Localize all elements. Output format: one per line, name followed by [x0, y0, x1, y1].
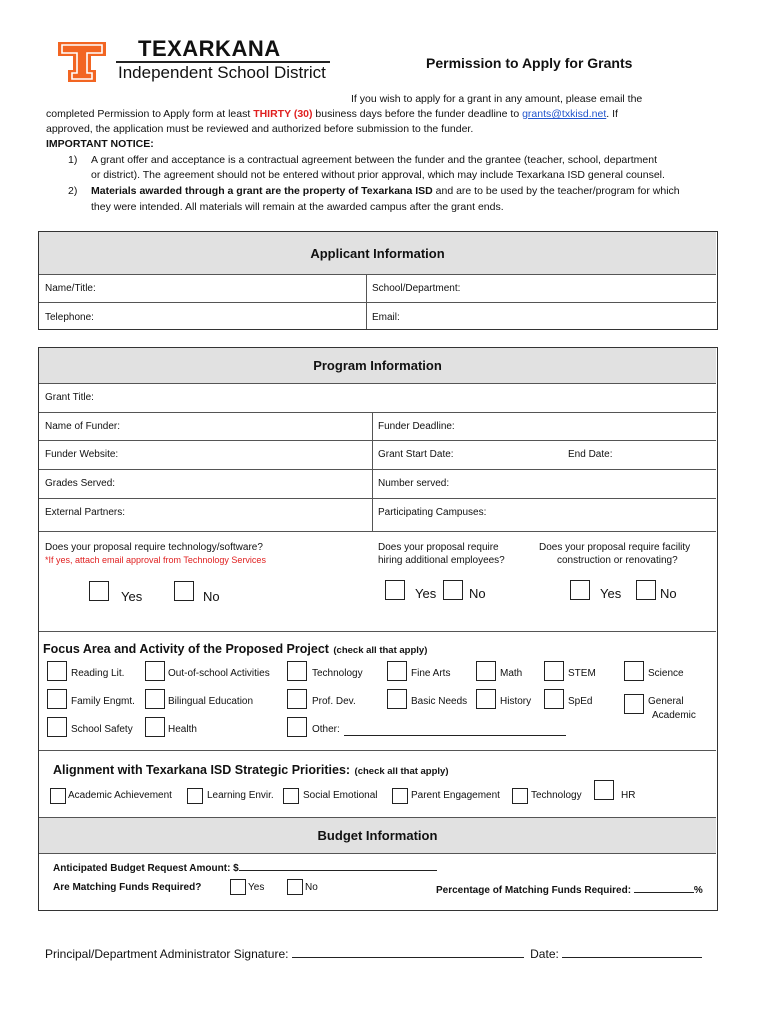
academic-checkbox[interactable]: [50, 788, 66, 804]
basicneeds-label: Basic Needs: [411, 696, 468, 707]
bilingual-label: Bilingual Education: [168, 696, 254, 707]
telephone-field[interactable]: Telephone:: [45, 312, 94, 323]
tech-no-label: No: [203, 589, 220, 604]
learning-checkbox[interactable]: [187, 788, 203, 804]
facility-yes-checkbox[interactable]: [570, 580, 590, 600]
stem-label: STEM: [568, 668, 596, 679]
other-checkbox[interactable]: [287, 717, 307, 737]
school-department-field[interactable]: School/Department:: [372, 283, 461, 294]
intro-line-2: [46, 107, 618, 121]
budget-header-label: Budget Information: [317, 828, 438, 843]
learning-label: Learning Envir.: [207, 790, 274, 801]
focus-heading-label: Focus Area and Activity of the Proposed Project: [43, 642, 329, 656]
thirty-days: THIRTY (30): [253, 108, 313, 120]
academic-label: Academic Achievement: [68, 790, 172, 801]
outschool-label: Out-of-school Activities: [168, 668, 270, 679]
bilingual-checkbox[interactable]: [145, 689, 165, 709]
applicant-header: [39, 232, 716, 274]
align-technology-checkbox[interactable]: [512, 788, 528, 804]
health-label: Health: [168, 724, 197, 735]
divider: [39, 302, 716, 303]
parent-checkbox[interactable]: [392, 788, 408, 804]
program-section: [38, 347, 718, 911]
intro-text-c: . If: [606, 108, 618, 120]
notice-1-line-1: A grant offer and acceptance is a contractual agreement between the funder and the grantee (teacher, school, department: [91, 154, 658, 166]
applicant-header-label: Applicant Information: [310, 245, 445, 261]
divider: [366, 274, 367, 329]
page-title: Permission to Apply for Grants: [426, 55, 633, 71]
divider: [39, 498, 716, 499]
budget-header: [39, 818, 716, 853]
matching-percentage-field[interactable]: [436, 882, 703, 896]
t-logo-icon: [56, 40, 108, 84]
social-checkbox[interactable]: [283, 788, 299, 804]
start-date-field[interactable]: Grant Start Date:: [378, 449, 454, 460]
divider: [39, 531, 716, 532]
grants-email-link[interactable]: grants@txkisd.net: [522, 108, 607, 120]
anticipated-amount-field[interactable]: [53, 860, 437, 874]
program-header: [39, 348, 716, 383]
matching-yes-checkbox[interactable]: [230, 879, 246, 895]
stem-checkbox[interactable]: [544, 661, 564, 681]
intro-line-3: approved, the application must be reviewed and authorized before submission to the funder.: [46, 123, 474, 135]
notice-2-rest: and are to be used by the teacher/program for which: [432, 185, 680, 197]
history-label: History: [500, 696, 532, 707]
external-partners-field[interactable]: External Partners:: [45, 507, 126, 518]
history-checkbox[interactable]: [476, 689, 496, 709]
percent-sign: %: [693, 885, 703, 896]
hiring-yes-checkbox[interactable]: [385, 580, 405, 600]
number-served-field[interactable]: Number served:: [378, 478, 450, 489]
matching-no-checkbox[interactable]: [287, 879, 303, 895]
name-title-field[interactable]: Name/Title:: [45, 283, 96, 294]
reading-label: Reading Lit.: [71, 668, 125, 679]
divider: [39, 274, 716, 275]
tech-yes-checkbox[interactable]: [89, 581, 109, 601]
alignment-heading-label: Alignment with Texarkana ISD Strategic Priorities:: [53, 763, 351, 777]
divider: [39, 631, 716, 632]
matching-no-label: No: [305, 882, 318, 893]
safety-label: School Safety: [71, 724, 133, 735]
percentage-label: Percentage of Matching Funds Required:: [436, 885, 632, 896]
notice-2-line-2: they were intended. All materials will remain at the awarded campus after the grant ends.: [91, 201, 504, 213]
parent-label: Parent Engagement: [411, 790, 500, 801]
tech-question-note: *If yes, attach email approval from Technology Services: [45, 555, 266, 565]
math-checkbox[interactable]: [476, 661, 496, 681]
profdev-checkbox[interactable]: [287, 689, 307, 709]
divider: [372, 412, 373, 531]
applicant-section: [38, 231, 718, 330]
divider: [39, 469, 716, 470]
date-label: Date:: [530, 947, 559, 961]
notice-1-line-2: or district). The agreement should not be entered without prior approval, which may include Texarkana ISD general counsel.: [91, 169, 665, 181]
science-checkbox[interactable]: [624, 661, 644, 681]
other-input-line[interactable]: [344, 735, 566, 736]
signature-line: [45, 946, 702, 961]
district-name: TEXARKANA: [138, 36, 281, 61]
hr-checkbox[interactable]: [594, 780, 614, 800]
hiring-question-l2: hiring additional employees?: [378, 555, 505, 566]
general-label-l2: Academic: [652, 710, 696, 721]
focus-heading: [43, 640, 427, 658]
sped-label: SpEd: [568, 696, 593, 707]
funder-website-field[interactable]: Funder Website:: [45, 449, 119, 460]
hr-label: HR: [621, 790, 636, 801]
math-label: Math: [500, 668, 523, 679]
intro-text-a: completed Permission to Apply form at least: [46, 108, 254, 120]
divider: [39, 383, 716, 384]
end-date-field[interactable]: End Date:: [568, 449, 613, 460]
facility-no-label: No: [660, 586, 677, 601]
divider: [39, 853, 716, 854]
district-logo: [56, 36, 330, 86]
hiring-yes-label: Yes: [415, 586, 437, 601]
signature-input[interactable]: [292, 946, 524, 958]
district-subtitle: Independent School District: [118, 63, 326, 82]
other-label: Other:: [312, 724, 340, 735]
technology-checkbox[interactable]: [287, 661, 307, 681]
notice-2-bold: Materials awarded through a grant are the property of Texarkana ISD: [91, 185, 433, 197]
science-label: Science: [648, 668, 684, 679]
hiring-question-l1: Does your proposal require: [378, 542, 499, 553]
alignment-heading-note: (check all that apply): [354, 766, 449, 777]
funder-name-field[interactable]: Name of Funder:: [45, 421, 121, 432]
facility-no-checkbox[interactable]: [636, 580, 656, 600]
facility-yes-label: Yes: [600, 586, 622, 601]
basicneeds-checkbox[interactable]: [387, 689, 407, 709]
family-checkbox[interactable]: [47, 689, 67, 709]
outschool-checkbox[interactable]: [145, 661, 165, 681]
intro-text-b: business days before the funder deadline to: [312, 108, 523, 120]
general-label-l1: General: [648, 696, 684, 707]
profdev-label: Prof. Dev.: [312, 696, 356, 707]
health-checkbox[interactable]: [145, 717, 165, 737]
percentage-input-line[interactable]: [634, 882, 694, 893]
family-label: Family Engmt.: [71, 696, 135, 707]
email-field[interactable]: Email:: [372, 312, 400, 323]
social-label: Social Emotional: [303, 790, 378, 801]
date-input[interactable]: [562, 946, 702, 958]
anticipated-label: Anticipated Budget Request Amount: $: [53, 863, 239, 874]
divider: [39, 412, 716, 413]
divider: [39, 440, 716, 441]
signature-label: Principal/Department Administrator Signature:: [45, 947, 289, 961]
tech-yes-label: Yes: [121, 589, 143, 604]
tech-question: Does your proposal require technology/software?: [45, 542, 263, 553]
align-technology-label: Technology: [531, 790, 582, 801]
notice-2-num: 2): [68, 185, 78, 197]
safety-checkbox[interactable]: [47, 717, 67, 737]
facility-question-l1: Does your proposal require facility: [539, 542, 691, 553]
reading-checkbox[interactable]: [47, 661, 67, 681]
matching-question: Are Matching Funds Required?: [53, 882, 202, 893]
grades-served-field[interactable]: Grades Served:: [45, 478, 116, 489]
funder-deadline-field[interactable]: Funder Deadline:: [378, 421, 455, 432]
notice-1-num: 1): [68, 154, 78, 166]
intro-line-1: If you wish to apply for a grant in any amount, please email the: [351, 93, 643, 105]
finearts-label: Fine Arts: [411, 668, 451, 679]
grant-title-field[interactable]: Grant Title:: [45, 392, 94, 403]
finearts-checkbox[interactable]: [387, 661, 407, 681]
sped-checkbox[interactable]: [544, 689, 564, 709]
program-header-label: Program Information: [313, 358, 442, 373]
participating-campuses-field[interactable]: Participating Campuses:: [378, 507, 487, 518]
alignment-heading: [53, 761, 449, 779]
anticipated-input-line[interactable]: [239, 860, 437, 871]
focus-heading-note: (check all that apply): [333, 645, 428, 656]
hiring-no-checkbox[interactable]: [443, 580, 463, 600]
divider: [39, 750, 716, 751]
notice-2-line-1: [91, 184, 680, 198]
general-academic-checkbox[interactable]: [624, 694, 644, 714]
facility-question-l2: construction or renovating?: [557, 555, 678, 566]
technology-label: Technology: [312, 668, 363, 679]
tech-no-checkbox[interactable]: [174, 581, 194, 601]
matching-yes-label: Yes: [248, 882, 265, 893]
notice-heading: IMPORTANT NOTICE:: [46, 138, 154, 150]
hiring-no-label: No: [469, 586, 486, 601]
